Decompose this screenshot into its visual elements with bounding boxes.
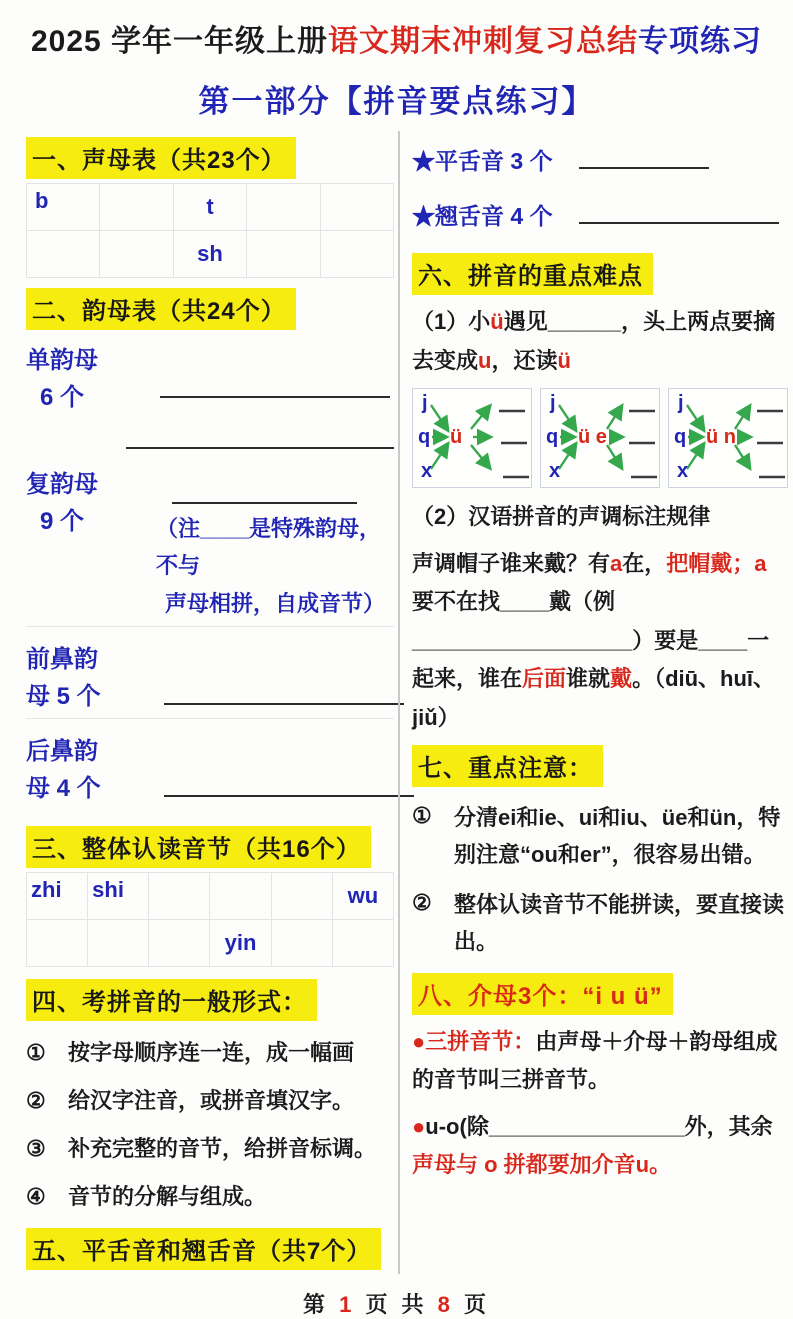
table-cell	[88, 920, 149, 967]
list-item: ② 给汉字注音，或拼音填汉字。	[26, 1084, 394, 1117]
table-cell	[271, 920, 332, 967]
fu-yunmu-note: （注____是特殊韵母，不与 声母相拼，自成音节）	[156, 516, 385, 616]
blank-line	[579, 145, 709, 169]
section-heading-yunmu: 二、韵母表（共24个）	[26, 288, 296, 330]
table-cell: b	[27, 184, 100, 231]
letter-j: j	[678, 392, 684, 414]
section-heading-pingqiao: 五、平舌音和翘舌音（共7个）	[26, 1228, 381, 1270]
table-cell	[320, 231, 393, 278]
page-subtitle: 第一部分【拼音要点练习】	[198, 84, 595, 119]
qiaoshe-row: ★翘舌音 4 个	[412, 198, 788, 231]
blank-line	[164, 683, 404, 705]
letter-q: q	[674, 426, 687, 448]
jqx-diagram-box	[540, 388, 660, 488]
paragraph-u-umlaut-rule: （1）小ü遇见______，头上两点要摘去变成u，还读ü	[412, 309, 776, 373]
table-cell	[149, 873, 210, 920]
table-row	[27, 231, 394, 278]
yunmu-row-qianbi	[26, 626, 394, 718]
paragraph-tone-rule-body: 声调帽子谁来戴？有a在，把帽戴；a要不在找____戴（例__________________）要是____一起来，谁在后面谁就戴。（diū、huī、jiǔ）	[412, 550, 776, 730]
page-number-footer: 第 1 页 共 8 页	[302, 1292, 491, 1317]
item-number: ②	[412, 889, 432, 915]
yunmu-row-dan	[26, 334, 394, 430]
shengmu-table	[26, 183, 394, 278]
section-heading-kaopinyin: 四、考拼音的一般形式：	[26, 979, 317, 1021]
section-heading-shengmu: 一、声母表（共23个）	[26, 137, 296, 179]
bullet-sanpin-yinjie: ●三拼音节：由声母＋介母＋韵母组成的音节叫三拼音节。	[412, 1028, 778, 1093]
blank-line	[579, 200, 779, 224]
center-final: ü n	[706, 426, 736, 448]
item-number: ④	[26, 1184, 46, 1209]
table-row	[27, 873, 394, 920]
section-heading-jiemu: 八、介母3个：“i u ü”	[412, 973, 673, 1015]
item-number: ①	[26, 1040, 46, 1065]
jqx-diagram-box	[412, 388, 532, 488]
letter-q: q	[418, 426, 431, 448]
page-header	[0, 0, 793, 121]
table-cell	[247, 231, 320, 278]
item-number: ③	[26, 1136, 46, 1161]
table-cell	[149, 920, 210, 967]
blank-line	[172, 482, 357, 504]
letter-x: x	[677, 460, 689, 482]
blank-line	[164, 775, 414, 797]
table-cell	[271, 873, 332, 920]
row-label: 前鼻韵 母 5 个	[26, 646, 101, 711]
renyin-table	[26, 872, 394, 967]
table-cell: sh	[173, 231, 246, 278]
yunmu-row-fu	[26, 458, 394, 626]
center-final: ü e	[578, 426, 607, 448]
center-final: ü	[450, 426, 463, 448]
table-cell	[100, 231, 173, 278]
table-cell	[247, 184, 320, 231]
section-heading-renyin: 三、整体认读音节（共16个）	[26, 826, 371, 868]
section-heading-zhuyi: 七、重点注意：	[412, 745, 603, 787]
letter-q: q	[546, 426, 559, 448]
two-column-body	[0, 121, 793, 1274]
letter-j: j	[550, 392, 556, 414]
table-cell: shi	[88, 873, 149, 920]
section-heading-zhongdian: 六、拼音的重点难点	[412, 253, 653, 295]
list-item: ① 分清ei和ie、ui和iu、üe和ün，特别注意“ou和er”，很容易出错。	[412, 799, 788, 874]
letter-j: j	[422, 392, 428, 414]
row-label: 复韵母 9 个	[26, 471, 98, 536]
table-row	[27, 184, 394, 231]
yunmu-row-houbi	[26, 718, 394, 814]
blank-line	[160, 376, 390, 398]
letter-x: x	[421, 460, 433, 482]
list-item: ② 整体认读音节不能拼读，要直接读出。	[412, 886, 788, 961]
table-cell	[210, 873, 271, 920]
row-label: 单韵母 6 个	[26, 347, 98, 412]
right-column	[398, 131, 788, 1274]
bullet-u-o-rule: ●u-o(除________________外，其余声母与 o 拼都要加介音u。	[412, 1113, 773, 1178]
table-cell: yin	[210, 920, 271, 967]
jqx-diagram-row	[412, 388, 788, 488]
pingshe-row: ★平舌音 3 个	[412, 143, 788, 176]
item-number: ②	[26, 1088, 46, 1113]
table-cell	[27, 231, 100, 278]
row-label: 后鼻韵 母 4 个	[26, 738, 101, 803]
blank-line	[126, 432, 394, 449]
table-cell: wu	[332, 873, 393, 920]
page-title: 2025 学年一年级上册语文期末冲刺复习总结专项练习	[30, 25, 763, 58]
paragraph-tone-rule-title: （2）汉语拼音的声调标注规律	[412, 504, 711, 529]
list-item: ④ 音节的分解与组成。	[26, 1180, 394, 1213]
letter-x: x	[549, 460, 561, 482]
list-item: ① 按字母顺序连一连，成一幅画	[26, 1036, 394, 1069]
table-cell	[100, 184, 173, 231]
left-column	[26, 131, 394, 1274]
table-cell: t	[173, 184, 246, 231]
table-cell	[27, 920, 88, 967]
table-row	[27, 920, 394, 967]
item-number: ①	[412, 803, 432, 828]
jqx-diagram-box	[668, 388, 788, 488]
table-cell: zhi	[27, 873, 88, 920]
table-cell	[332, 920, 393, 967]
table-cell	[320, 184, 393, 231]
list-item: ③ 补充完整的音节，给拼音标调。	[26, 1132, 394, 1165]
